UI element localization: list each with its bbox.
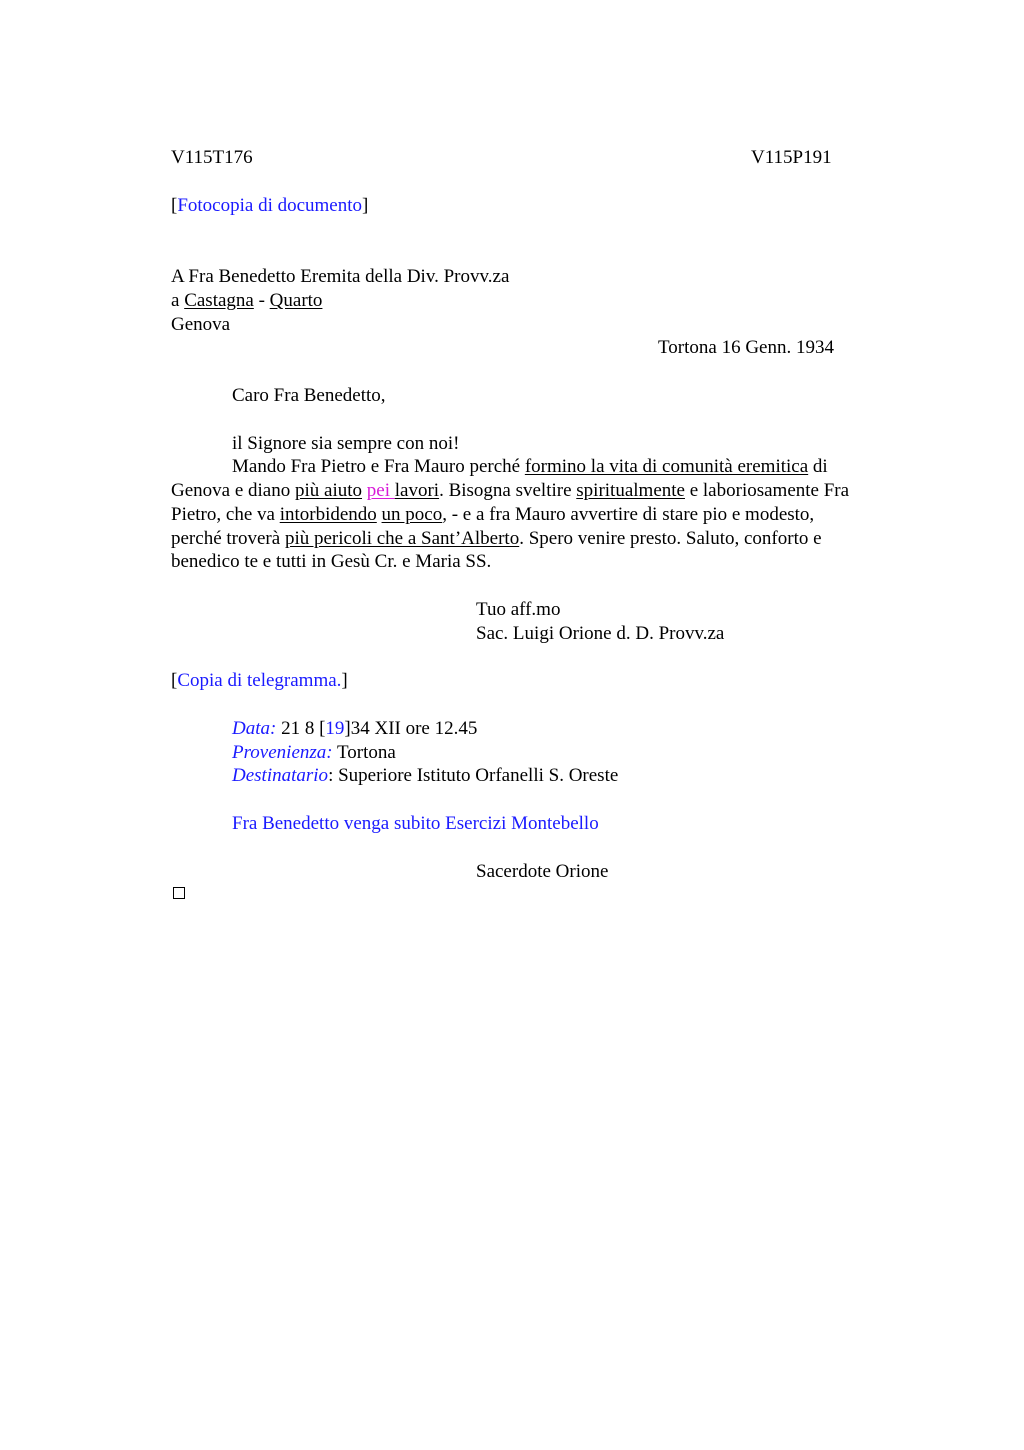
doc-code-left: V115T176 bbox=[171, 147, 253, 168]
closing-signature: Sac. Luigi Orione d. D. Provv.za bbox=[476, 623, 725, 644]
telegram-signature: Sacerdote Orione bbox=[476, 861, 609, 882]
body-line-4: Pietro, che va intorbidendo un poco, - e a fra Mauro avvertire di stare pio e modesto, bbox=[171, 504, 815, 525]
doc1-label-text: Fotocopia di documento bbox=[177, 195, 363, 216]
body-line-6: benedico te e tutti in Gesù Cr. e Maria SS. bbox=[171, 551, 492, 572]
letter-date: Tortona 16 Genn. 1934 bbox=[658, 337, 834, 358]
telegram-date: Data: 21 8 [19]34 XII ore 12.45 bbox=[232, 718, 478, 739]
doc2-label: [Copia di telegramma.] bbox=[171, 670, 348, 691]
doc-code-right: V115P191 bbox=[751, 147, 832, 168]
address-place-castagna: Castagna bbox=[184, 290, 254, 311]
doc1-label: [Fotocopia di documento] bbox=[171, 195, 369, 216]
body-line-3: Genova e diano più aiuto pei lavori. Bisogna sveltire spiritualmente e laboriosamente Fra bbox=[171, 480, 850, 501]
telegram-origin: Provenienza: Tortona bbox=[232, 742, 396, 763]
doc2-label-text: Copia di telegramma. bbox=[177, 670, 342, 691]
address-line-2: a Castagna - Quarto bbox=[171, 290, 323, 311]
salutation: Caro Fra Benedetto, bbox=[232, 385, 386, 406]
body-line-5: perché troverà più pericoli che a Sant’Alberto. Spero venire presto. Saluto, conforto e bbox=[171, 528, 822, 549]
closing-line-1: Tuo aff.mo bbox=[476, 599, 561, 620]
end-square-icon bbox=[173, 887, 185, 899]
address-line-1: A Fra Benedetto Eremita della Div. Provv.za bbox=[171, 266, 510, 287]
telegram-message: Fra Benedetto venga subito Esercizi Montebello bbox=[232, 813, 599, 834]
body-line-2: Mando Fra Pietro e Fra Mauro perché formino la vita di comunità eremitica di bbox=[232, 456, 828, 477]
telegram-recipient: Destinatario: Superiore Istituto Orfanelli S. Oreste bbox=[232, 765, 619, 786]
address-place-quarto: Quarto bbox=[269, 290, 323, 311]
highlighted-word: pei bbox=[366, 480, 395, 501]
address-line-3: Genova bbox=[171, 314, 231, 335]
body-line-1: il Signore sia sempre con noi! bbox=[232, 433, 460, 454]
